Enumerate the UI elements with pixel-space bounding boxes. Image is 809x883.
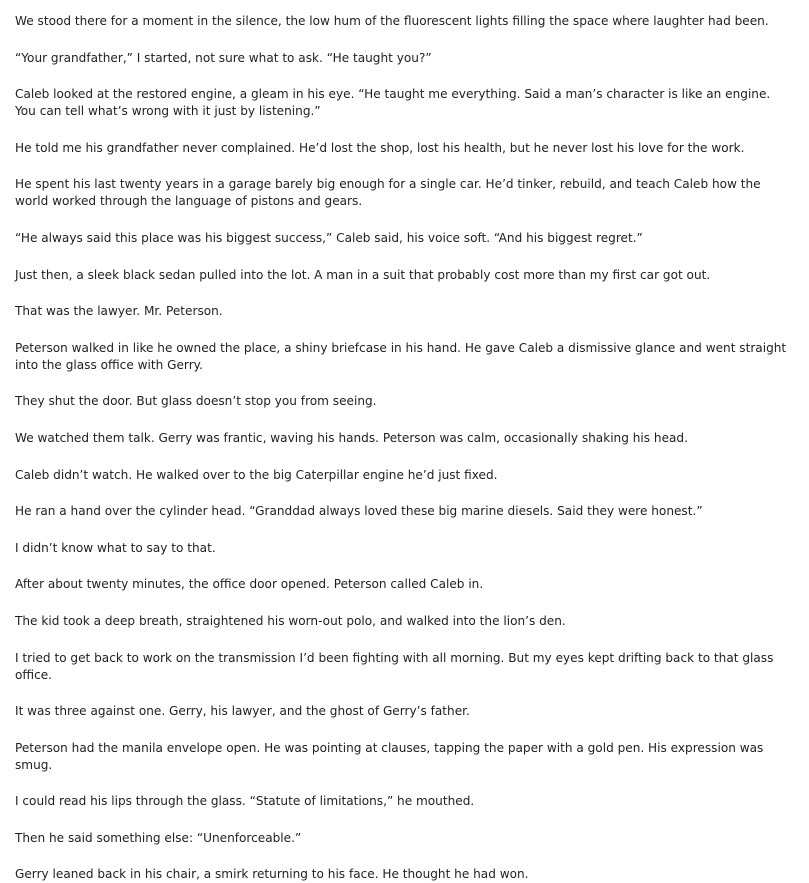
paragraph-16: The kid took a deep breath, straightened his worn-out polo, and walked into the lion’s den. <box>15 613 566 628</box>
paragraph-20: I could read his lips through the glass. “Statute of limitations,” he mouthed. <box>15 794 475 809</box>
paragraph-9: Peterson walked in like he owned the place, a shiny briefcase in his hand. He gave Caleb a dismissive glance and went straight into the glass office with Gerry. <box>15 340 787 372</box>
paragraph-2: “Your grandfather,” I started, not sure what to ask. “He taught you?” <box>15 50 432 65</box>
paragraph-11: We watched them talk. Gerry was frantic, waving his hands. Peterson was calm, occasionally shaking his head. <box>15 430 688 445</box>
paragraph-19: Peterson had the manila envelope open. He was pointing at clauses, tapping the paper with a gold pen. His expression was smug. <box>15 740 764 772</box>
paragraph-17: I tried to get back to work on the transmission I’d been fighting with all morning. But my eyes kept drifting back to that glass office. <box>15 650 774 682</box>
paragraph-4: He told me his grandfather never complained. He’d lost the shop, lost his health, but he never lost his love for the work. <box>15 140 745 155</box>
paragraph-7: Just then, a sleek black sedan pulled into the lot. A man in a suit that probably cost more than my first car got out. <box>15 267 711 282</box>
paragraph-6: “He always said this place was his biggest success,” Caleb said, his voice soft. “And his biggest regret.” <box>15 230 643 245</box>
paragraph-3: Caleb looked at the restored engine, a gleam in his eye. “He taught me everything. Said a man’s character is like an engine. You can tell what’s wrong with it just by listening.” <box>15 87 771 119</box>
paragraph-21: Then he said something else: “Unenforceable.” <box>15 830 302 845</box>
paragraph-12: Caleb didn’t watch. He walked over to the big Caterpillar engine he’d just fixed. <box>15 467 498 482</box>
paragraph-15: After about twenty minutes, the office door opened. Peterson called Caleb in. <box>15 577 484 592</box>
paragraph-5: He spent his last twenty years in a garage barely big enough for a single car. He’d tinker, rebuild, and teach Caleb how the world worked through the language of pistons and gears. <box>15 177 761 209</box>
paragraph-18: It was three against one. Gerry, his lawyer, and the ghost of Gerry’s father. <box>15 704 470 719</box>
paragraph-8: That was the lawyer. Mr. Peterson. <box>15 304 223 319</box>
paragraph-13: He ran a hand over the cylinder head. “Granddad always loved these big marine diesels. Said they were honest.” <box>15 504 703 519</box>
paragraph-14: I didn’t know what to say to that. <box>15 540 216 555</box>
paragraph-22: Gerry leaned back in his chair, a smirk returning to his face. He thought he had won. <box>15 867 529 882</box>
paragraph-10: They shut the door. But glass doesn’t stop you from seeing. <box>15 394 377 409</box>
paragraph-1: We stood there for a moment in the silence, the low hum of the fluorescent lights filling the space where laughter had been. <box>15 14 769 28</box>
